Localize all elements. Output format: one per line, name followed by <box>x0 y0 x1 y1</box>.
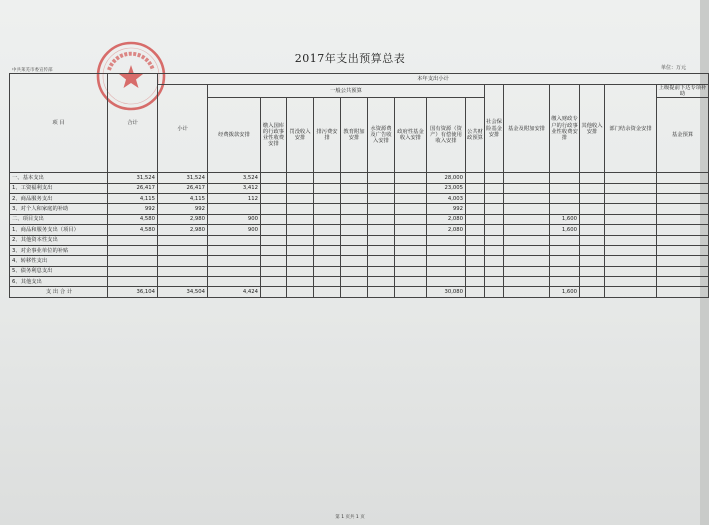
table-cell <box>395 287 427 297</box>
table-cell <box>504 266 550 276</box>
table-row <box>10 214 709 224</box>
row-label: 1、商品和服务支出（项目） <box>10 225 108 235</box>
table-cell <box>504 277 550 287</box>
header-upper-special: 上级提前下达专项补助 <box>657 85 709 98</box>
header-other-income: 其他收入安排 <box>580 85 605 173</box>
table-cell <box>485 214 504 224</box>
table-cell <box>466 183 485 193</box>
table-cell <box>485 173 504 183</box>
table-row <box>10 266 709 276</box>
page-footer: 第 1 页共 1 页 <box>335 515 365 520</box>
table-cell <box>580 256 605 266</box>
table-row <box>10 245 709 255</box>
table-cell <box>261 287 287 297</box>
table-cell: 4,115 <box>158 193 208 203</box>
table-cell <box>504 256 550 266</box>
table-cell <box>314 266 341 276</box>
table-cell: 31,524 <box>108 173 158 183</box>
table-cell <box>261 245 287 255</box>
table-cell <box>504 204 550 214</box>
table-cell <box>485 193 504 203</box>
table-cell: 1,600 <box>550 225 580 235</box>
unit-label: 单位：万元 <box>660 65 686 71</box>
table-cell <box>208 256 261 266</box>
table-cell <box>287 277 314 287</box>
table-row <box>10 277 709 287</box>
table-cell <box>314 277 341 287</box>
table-row <box>10 256 709 266</box>
row-label: 3、对企事业单位的补贴 <box>10 245 108 255</box>
table-cell <box>427 235 466 245</box>
table-cell <box>485 235 504 245</box>
table-cell <box>261 266 287 276</box>
table-cell <box>580 183 605 193</box>
table-cell <box>287 266 314 276</box>
table-cell <box>368 245 395 255</box>
table-cell <box>341 225 368 235</box>
header-general-budget: 一般公共预算 <box>208 85 485 98</box>
table-row <box>10 287 709 297</box>
table-cell: 112 <box>208 193 261 203</box>
table-cell <box>485 183 504 193</box>
table-cell <box>287 173 314 183</box>
table-cell <box>261 173 287 183</box>
table-cell <box>605 235 657 245</box>
budget-table <box>9 73 709 298</box>
table-row <box>10 225 709 235</box>
table-cell <box>605 183 657 193</box>
table-cell <box>314 287 341 297</box>
table-cell <box>287 287 314 297</box>
table-cell <box>580 235 605 245</box>
header-education-surcharge: 教育附加安排 <box>341 98 368 173</box>
table-cell: 28,000 <box>427 173 466 183</box>
table-cell: 26,417 <box>108 183 158 193</box>
table-cell <box>261 204 287 214</box>
header-total: 合计 <box>108 74 158 173</box>
header-upper-fund: 基金预算 <box>657 98 709 173</box>
table-cell <box>657 204 709 214</box>
table-cell <box>605 225 657 235</box>
table-cell <box>208 204 261 214</box>
header-pollution-fee: 排污费安排 <box>314 98 341 173</box>
table-cell <box>158 235 208 245</box>
table-cell <box>314 193 341 203</box>
header-special-account: 缴入财政专户的行政事业性收费安排 <box>550 85 580 173</box>
table-cell <box>368 287 395 297</box>
table-cell <box>314 214 341 224</box>
table-cell <box>261 277 287 287</box>
table-cell <box>158 256 208 266</box>
table-cell <box>208 235 261 245</box>
table-cell <box>485 287 504 297</box>
table-cell <box>580 245 605 255</box>
table-cell <box>657 173 709 183</box>
header-subtotal: 小计 <box>158 85 208 173</box>
row-label: 一、基本支出 <box>10 173 108 183</box>
table-cell <box>427 245 466 255</box>
table-cell <box>395 173 427 183</box>
table-cell: 992 <box>108 204 158 214</box>
table-cell <box>341 173 368 183</box>
table-cell <box>466 235 485 245</box>
table-cell <box>314 183 341 193</box>
table-cell <box>580 266 605 276</box>
table-cell <box>466 225 485 235</box>
table-cell <box>368 214 395 224</box>
table-cell <box>550 256 580 266</box>
table-cell: 23,005 <box>427 183 466 193</box>
row-label: 支 出 合 计 <box>10 287 108 297</box>
table-cell <box>504 183 550 193</box>
table-cell <box>158 245 208 255</box>
table-cell <box>485 256 504 266</box>
table-cell <box>314 173 341 183</box>
table-cell <box>605 204 657 214</box>
header-gov-fund: 政府性基金收入安排 <box>395 98 427 173</box>
table-cell <box>395 256 427 266</box>
table-cell: 2,080 <box>427 214 466 224</box>
table-cell <box>261 256 287 266</box>
table-row <box>10 183 709 193</box>
table-cell <box>605 214 657 224</box>
table-cell <box>395 225 427 235</box>
table-cell <box>605 266 657 276</box>
table-cell <box>657 235 709 245</box>
table-cell <box>580 204 605 214</box>
table-cell: 900 <box>208 214 261 224</box>
table-cell <box>395 266 427 276</box>
table-cell <box>395 277 427 287</box>
table-cell <box>341 277 368 287</box>
table-cell: 4,115 <box>108 193 158 203</box>
table-cell: 3,412 <box>208 183 261 193</box>
table-cell <box>605 173 657 183</box>
table-cell <box>580 193 605 203</box>
table-cell: 31,524 <box>158 173 208 183</box>
table-cell: 36,104 <box>108 287 158 297</box>
table-row <box>10 204 709 214</box>
table-cell <box>605 287 657 297</box>
table-cell <box>466 266 485 276</box>
row-label: 5、债务利息支出 <box>10 266 108 276</box>
header-treasury-fees: 缴入国库的行政事业性收费安排 <box>261 98 287 173</box>
table-cell: 30,080 <box>427 287 466 297</box>
table-cell <box>208 277 261 287</box>
table-cell <box>657 225 709 235</box>
table-cell <box>158 266 208 276</box>
table-cell <box>208 245 261 255</box>
table-cell <box>605 277 657 287</box>
header-dept-balance: 部门结余资金安排 <box>605 85 657 173</box>
table-cell <box>580 173 605 183</box>
header-fines: 罚没收入安排 <box>287 98 314 173</box>
table-cell <box>368 204 395 214</box>
row-label: 二、项目支出 <box>10 214 108 224</box>
table-cell <box>341 256 368 266</box>
table-cell <box>485 266 504 276</box>
table-cell <box>261 183 287 193</box>
table-cell <box>341 245 368 255</box>
table-cell: 4,003 <box>427 193 466 203</box>
table-cell: 992 <box>427 204 466 214</box>
table-cell <box>108 235 158 245</box>
table-cell <box>504 173 550 183</box>
table-cell <box>395 193 427 203</box>
table-cell <box>504 225 550 235</box>
table-cell <box>261 235 287 245</box>
table-cell <box>550 183 580 193</box>
table-cell <box>550 277 580 287</box>
table-cell <box>580 277 605 287</box>
table-cell <box>287 225 314 235</box>
table-cell: 1,600 <box>550 287 580 297</box>
table-cell <box>550 193 580 203</box>
row-label: 2、其他资本性支出 <box>10 235 108 245</box>
table-cell: 26,417 <box>158 183 208 193</box>
table-cell <box>341 287 368 297</box>
row-label: 2、商品服务支出 <box>10 193 108 203</box>
table-cell: 900 <box>208 225 261 235</box>
table-cell <box>466 245 485 255</box>
table-cell <box>287 193 314 203</box>
table-cell <box>341 204 368 214</box>
table-cell <box>466 204 485 214</box>
table-cell <box>605 193 657 203</box>
table-cell <box>580 214 605 224</box>
table-cell <box>657 193 709 203</box>
table-cell <box>287 204 314 214</box>
table-cell <box>368 173 395 183</box>
header-appropriation: 经费拨款安排 <box>208 98 261 173</box>
table-cell: 2,980 <box>158 214 208 224</box>
table-cell <box>287 256 314 266</box>
table-cell <box>314 256 341 266</box>
table-cell <box>287 245 314 255</box>
table-cell <box>504 287 550 297</box>
table-cell <box>368 235 395 245</box>
table-cell <box>580 287 605 297</box>
table-cell <box>261 214 287 224</box>
organization-label: 中共莱芜市委宣传部 <box>12 68 53 73</box>
table-cell <box>485 277 504 287</box>
table-cell <box>485 204 504 214</box>
table-cell <box>466 277 485 287</box>
table-cell <box>427 256 466 266</box>
table-cell <box>395 245 427 255</box>
table-cell <box>550 266 580 276</box>
table-header <box>10 74 709 173</box>
row-label: 4、转移性支出 <box>10 256 108 266</box>
header-state-asset: 国有资源（资产）有偿使用收入安排 <box>427 98 466 173</box>
table-cell <box>657 245 709 255</box>
header-social-insurance: 社会保险基金安排 <box>485 85 504 173</box>
table-cell <box>657 256 709 266</box>
table-cell: 2,980 <box>158 225 208 235</box>
table-cell <box>657 183 709 193</box>
table-cell <box>550 173 580 183</box>
table-cell: 4,580 <box>108 225 158 235</box>
header-upper-general: 公共财政预算 <box>466 98 485 173</box>
table-cell <box>395 235 427 245</box>
table-cell: 4,424 <box>208 287 261 297</box>
header-water-resource: 水资源费及广告收入安排 <box>368 98 395 173</box>
table-cell <box>466 214 485 224</box>
table-cell <box>580 225 605 235</box>
table-cell <box>108 277 158 287</box>
table-cell <box>395 183 427 193</box>
table-cell <box>504 193 550 203</box>
table-cell <box>108 256 158 266</box>
table-cell <box>314 245 341 255</box>
header-fund-additions: 基金及附加安排 <box>504 85 550 173</box>
table-cell <box>395 204 427 214</box>
table-cell <box>314 235 341 245</box>
table-cell <box>287 235 314 245</box>
table-cell: 992 <box>158 204 208 214</box>
row-label: 6、其他支出 <box>10 277 108 287</box>
table-cell <box>550 235 580 245</box>
table-cell <box>368 266 395 276</box>
table-cell: 34,504 <box>158 287 208 297</box>
table-cell <box>657 214 709 224</box>
table-cell <box>368 193 395 203</box>
table-cell <box>314 204 341 214</box>
row-label: 3、对个人和家庭的补助 <box>10 204 108 214</box>
table-cell <box>605 245 657 255</box>
table-cell <box>657 287 709 297</box>
table-cell <box>108 245 158 255</box>
table-cell <box>287 214 314 224</box>
table-cell <box>368 225 395 235</box>
table-cell <box>466 193 485 203</box>
table-body <box>10 173 709 298</box>
table-cell <box>341 266 368 276</box>
table-cell <box>341 214 368 224</box>
table-row <box>10 193 709 203</box>
header-year-total: 本年支出小计 <box>158 74 709 85</box>
header-project: 项 目 <box>10 74 108 173</box>
table-cell <box>395 214 427 224</box>
table-cell <box>485 225 504 235</box>
table-cell <box>466 287 485 297</box>
table-cell <box>261 225 287 235</box>
table-row <box>10 173 709 183</box>
table-cell <box>368 277 395 287</box>
table-cell <box>287 183 314 193</box>
table-cell: 3,524 <box>208 173 261 183</box>
table-cell: 4,580 <box>108 214 158 224</box>
table-row <box>10 235 709 245</box>
document-title: 2017年支出预算总表 <box>294 52 406 65</box>
table-cell <box>208 266 261 276</box>
table-cell <box>657 277 709 287</box>
table-cell <box>485 245 504 255</box>
table-cell <box>605 256 657 266</box>
table-cell: 1,600 <box>550 214 580 224</box>
table-cell <box>368 256 395 266</box>
table-cell <box>314 225 341 235</box>
table-cell <box>261 193 287 203</box>
table-cell <box>427 266 466 276</box>
table-cell <box>341 235 368 245</box>
table-cell <box>108 266 158 276</box>
table-cell <box>504 245 550 255</box>
table-cell <box>158 277 208 287</box>
table-cell <box>341 183 368 193</box>
table-cell <box>368 183 395 193</box>
table-cell <box>504 214 550 224</box>
table-cell <box>427 277 466 287</box>
table-cell <box>550 245 580 255</box>
table-cell <box>466 173 485 183</box>
table-cell <box>550 204 580 214</box>
table-cell <box>657 266 709 276</box>
table-cell <box>504 235 550 245</box>
table-cell: 2,080 <box>427 225 466 235</box>
table-cell <box>466 256 485 266</box>
table-cell <box>341 193 368 203</box>
row-label: 1、工资福利支出 <box>10 183 108 193</box>
